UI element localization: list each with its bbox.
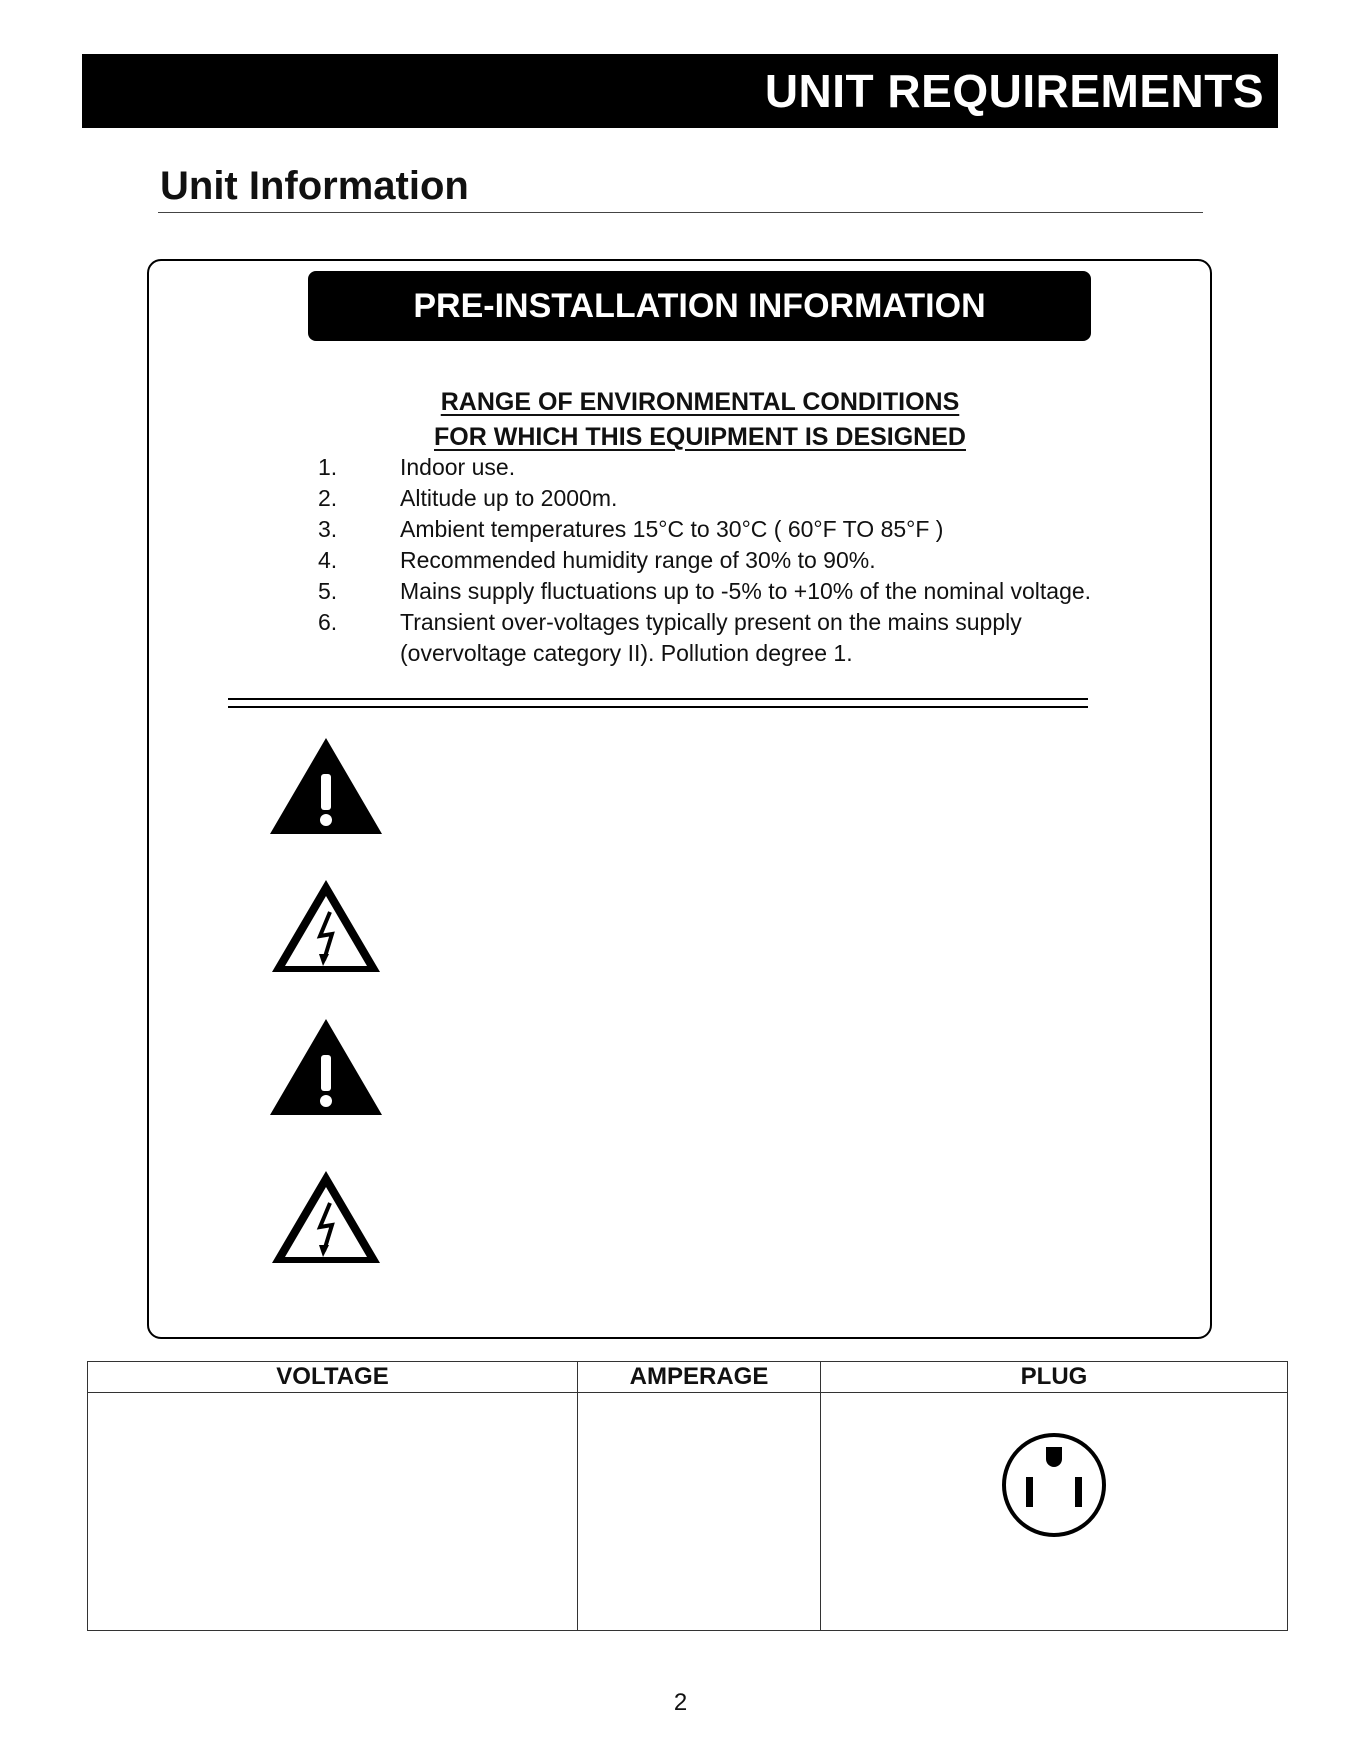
amperage-cell [578, 1393, 821, 1631]
condition-item [318, 576, 1178, 607]
condition-number: 1. [318, 454, 338, 480]
pre-installation-banner: PRE-INSTALLATION INFORMATION [308, 271, 1091, 341]
header-bar [82, 54, 1278, 128]
condition-text: Altitude up to 2000m. [400, 485, 618, 511]
environmental-heading-line2: FOR WHICH THIS EQUIPMENT IS DESIGNED [434, 423, 966, 451]
condition-item [318, 545, 1178, 576]
condition-number: 4. [318, 547, 338, 573]
double-rule-bottom [228, 706, 1088, 708]
amperage-header: AMPERAGE [578, 1362, 821, 1393]
voltage-cell [88, 1393, 578, 1631]
electrical-spec-table [87, 1361, 1288, 1631]
condition-text: Transient over-voltages typically present on the mains supply [400, 609, 1022, 635]
section-title: Unit Information [160, 164, 469, 208]
section-divider [158, 212, 1203, 213]
condition-text: Recommended humidity range of 30% to 90%. [400, 547, 876, 573]
condition-text: Mains supply fluctuations up to -5% to +10% of the nominal voltage. [400, 578, 1092, 604]
condition-item [318, 483, 1178, 514]
condition-item [318, 452, 1178, 483]
double-rule-top [228, 698, 1088, 700]
condition-number: 2. [318, 485, 338, 511]
voltage-header: VOLTAGE [88, 1362, 578, 1393]
condition-text: Indoor use. [400, 454, 516, 480]
condition-text: Ambient temperatures 15°C to 30°C ( 60°F TO 85°F ) [400, 516, 944, 542]
condition-continuation: (overvoltage category II). Pollution degree 1. [400, 640, 853, 666]
page-header-title: UNIT REQUIREMENTS [764, 65, 1264, 117]
caution-exclamation-icon [268, 736, 384, 840]
plug-cell [821, 1393, 1288, 1631]
condition-number: 5. [318, 578, 338, 604]
page-number: 2 [673, 1689, 688, 1716]
condition-item [318, 514, 1178, 545]
caution-exclamation-icon [268, 1017, 384, 1121]
environmental-heading-line1: RANGE OF ENVIRONMENTAL CONDITIONS [440, 388, 960, 416]
table-header-row [88, 1362, 1288, 1393]
condition-number: 3. [318, 516, 338, 542]
table-row [88, 1393, 1288, 1631]
condition-item [318, 607, 1178, 638]
condition-number: 6. [318, 609, 338, 635]
electrical-hazard-icon [268, 1167, 384, 1271]
three-prong-outlet-icon [1000, 1431, 1108, 1544]
plug-header: PLUG [821, 1362, 1288, 1393]
conditions-list [318, 452, 1178, 669]
electrical-hazard-icon [268, 876, 384, 980]
